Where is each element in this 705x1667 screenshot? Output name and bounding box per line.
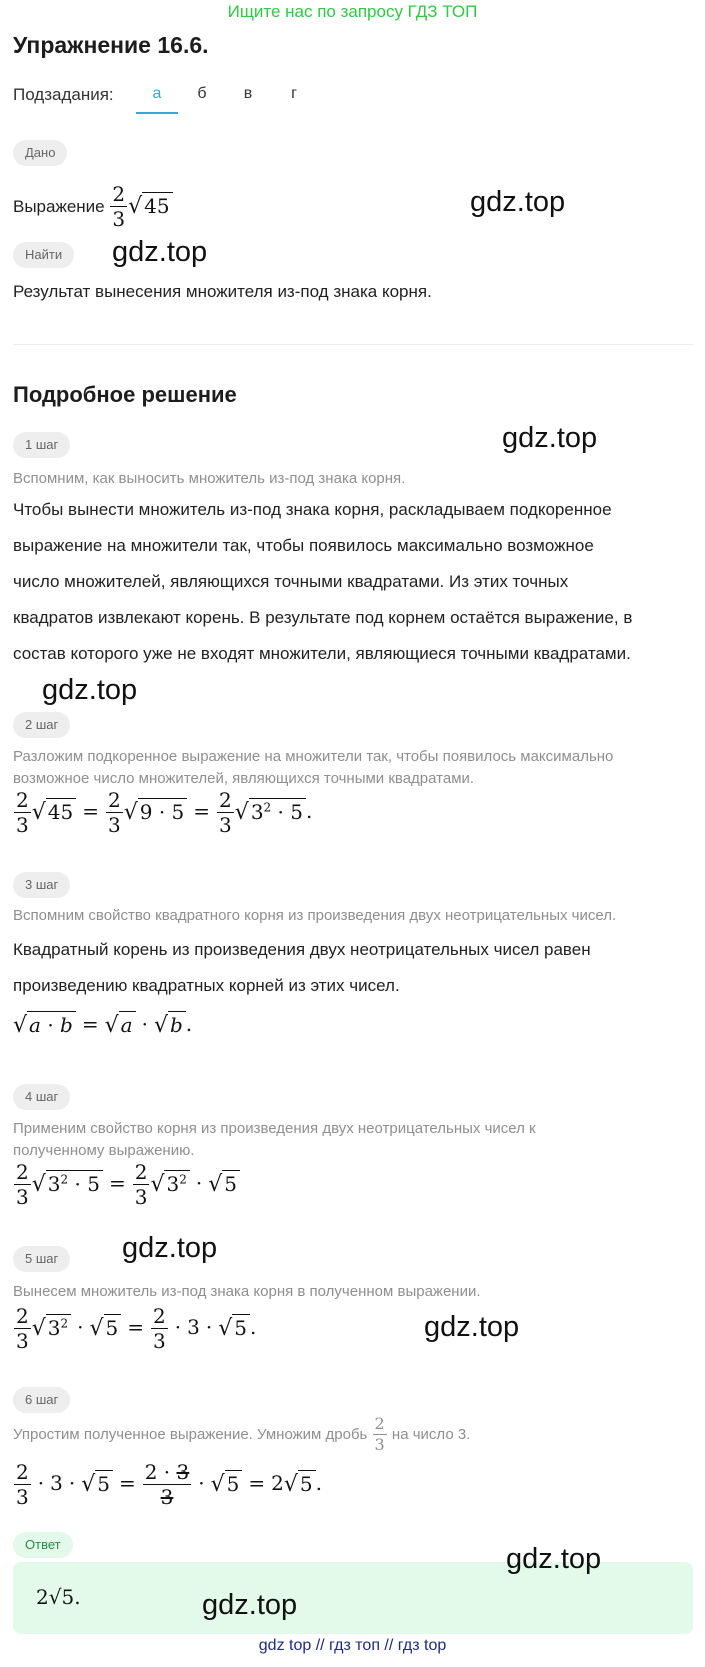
step-3-hint: Вспомним свойство квадратного корня из произведения двух неотрицательных чисел. bbox=[13, 907, 617, 924]
step-2-hint: Разложим подкоренное выражение на множители так, чтобы появилось максимально возможное число множителей, являющихся точными квадратами. bbox=[13, 748, 614, 787]
given-badge: Дано bbox=[13, 140, 67, 166]
step-2-formula: $\frac{2}{3}$ √ 45 = $\frac{2}{3}$ √ 9 · 5 = $\frac{2}{3}$ √ $3^2 \cdot 5$ . bbox=[16, 788, 313, 837]
tab-v[interactable]: в bbox=[243, 85, 253, 102]
step-1-text: Чтобы вынести множитель из-под знака корня, раскладываем подкоренное выражение на множители так, чтобы появилось максимально возможное число множителей, являющихся точными квадратами. Из этих точных квадратов извлекают корень. В результате под корнем остаётся выражение, в состав которого уже не входят множители, являющиеся точными квадратами. bbox=[13, 500, 633, 663]
step-5-badge: 5 шаг bbox=[13, 1246, 70, 1272]
step-6-badge: 6 шаг bbox=[13, 1387, 70, 1413]
solution-title: Подробное решение bbox=[13, 382, 237, 407]
footer-links[interactable]: gdz top // гдз топ // гдз top bbox=[258, 1637, 447, 1654]
step-4-badge: 4 шаг bbox=[13, 1084, 70, 1110]
watermark: gdz.top bbox=[506, 1543, 602, 1575]
find-badge: Найти bbox=[13, 242, 74, 268]
step-2-badge: 2 шаг bbox=[13, 712, 70, 738]
step-6-hint: Упростим полученное выражение. Умножим дробь $\frac{2}{3}$ на число 3. bbox=[13, 1414, 471, 1454]
tab-g[interactable]: г bbox=[291, 85, 297, 102]
step-6-formula: $\frac{2}{3}$ · 3 · √ 5 = $\frac{2 \cdot 3}{3}$ · √ 5 = 2√ 5 . bbox=[16, 1460, 322, 1509]
step-4-formula: $\frac{2}{3}$ √ $3^2 \cdot 5$ = $\frac{2}{3}$ √ $3^2$ · √ 5 bbox=[13, 1162, 240, 1207]
given-expression: $\frac{2}{3}$ √ 45 bbox=[109, 193, 172, 217]
watermark: gdz.top bbox=[502, 422, 598, 454]
step-1-hint: Вспомним, как выносить множитель из-под знака корня. bbox=[13, 470, 406, 487]
step-3-formula: √ a · b = √ a · √ b . bbox=[13, 1012, 193, 1038]
watermark: gdz.top bbox=[470, 186, 566, 218]
subtasks-label: Подзадания: bbox=[13, 85, 114, 104]
step-3-badge: 3 шаг bbox=[13, 872, 70, 898]
answer-badge: Ответ bbox=[13, 1532, 73, 1558]
watermark: gdz.top bbox=[424, 1311, 520, 1343]
step-5-hint: Вынесем множитель из-под знака корня в полученном выражении. bbox=[13, 1283, 481, 1300]
step-5-formula: $\frac{2}{3}$ √ $3^2$ · √ 5 = $\frac{2}{3}$ · 3 · √ 5 . bbox=[16, 1304, 257, 1353]
find-text: Результат вынесения множителя из-под знака корня. bbox=[13, 282, 432, 301]
step-1-badge: 1 шаг bbox=[13, 432, 70, 458]
watermark: gdz.top bbox=[202, 1589, 298, 1621]
promo-banner[interactable]: Ищите нас по запросу ГДЗ ТОП bbox=[227, 2, 478, 21]
given-text: Выражение $\frac{2}{3}$ √ 45 bbox=[13, 184, 173, 229]
watermark: gdz.top bbox=[112, 236, 208, 268]
tab-b[interactable]: б bbox=[197, 85, 207, 102]
step-4-hint: Применим свойство корня из произведения двух неотрицательных чисел к полученному выражению. bbox=[13, 1120, 536, 1159]
watermark: gdz.top bbox=[122, 1232, 218, 1264]
page-title: Упражнение 16.6. bbox=[13, 32, 209, 58]
tab-a[interactable]: а bbox=[152, 85, 162, 102]
watermark: gdz.top bbox=[42, 674, 138, 706]
step-3-text: Квадратный корень из произведения двух неотрицательных чисел равен произведению квадратных корней из этих чисел. bbox=[13, 940, 591, 995]
active-tab-indicator bbox=[136, 112, 178, 114]
answer-value: 2√5. bbox=[36, 1585, 81, 1609]
divider bbox=[13, 344, 693, 345]
